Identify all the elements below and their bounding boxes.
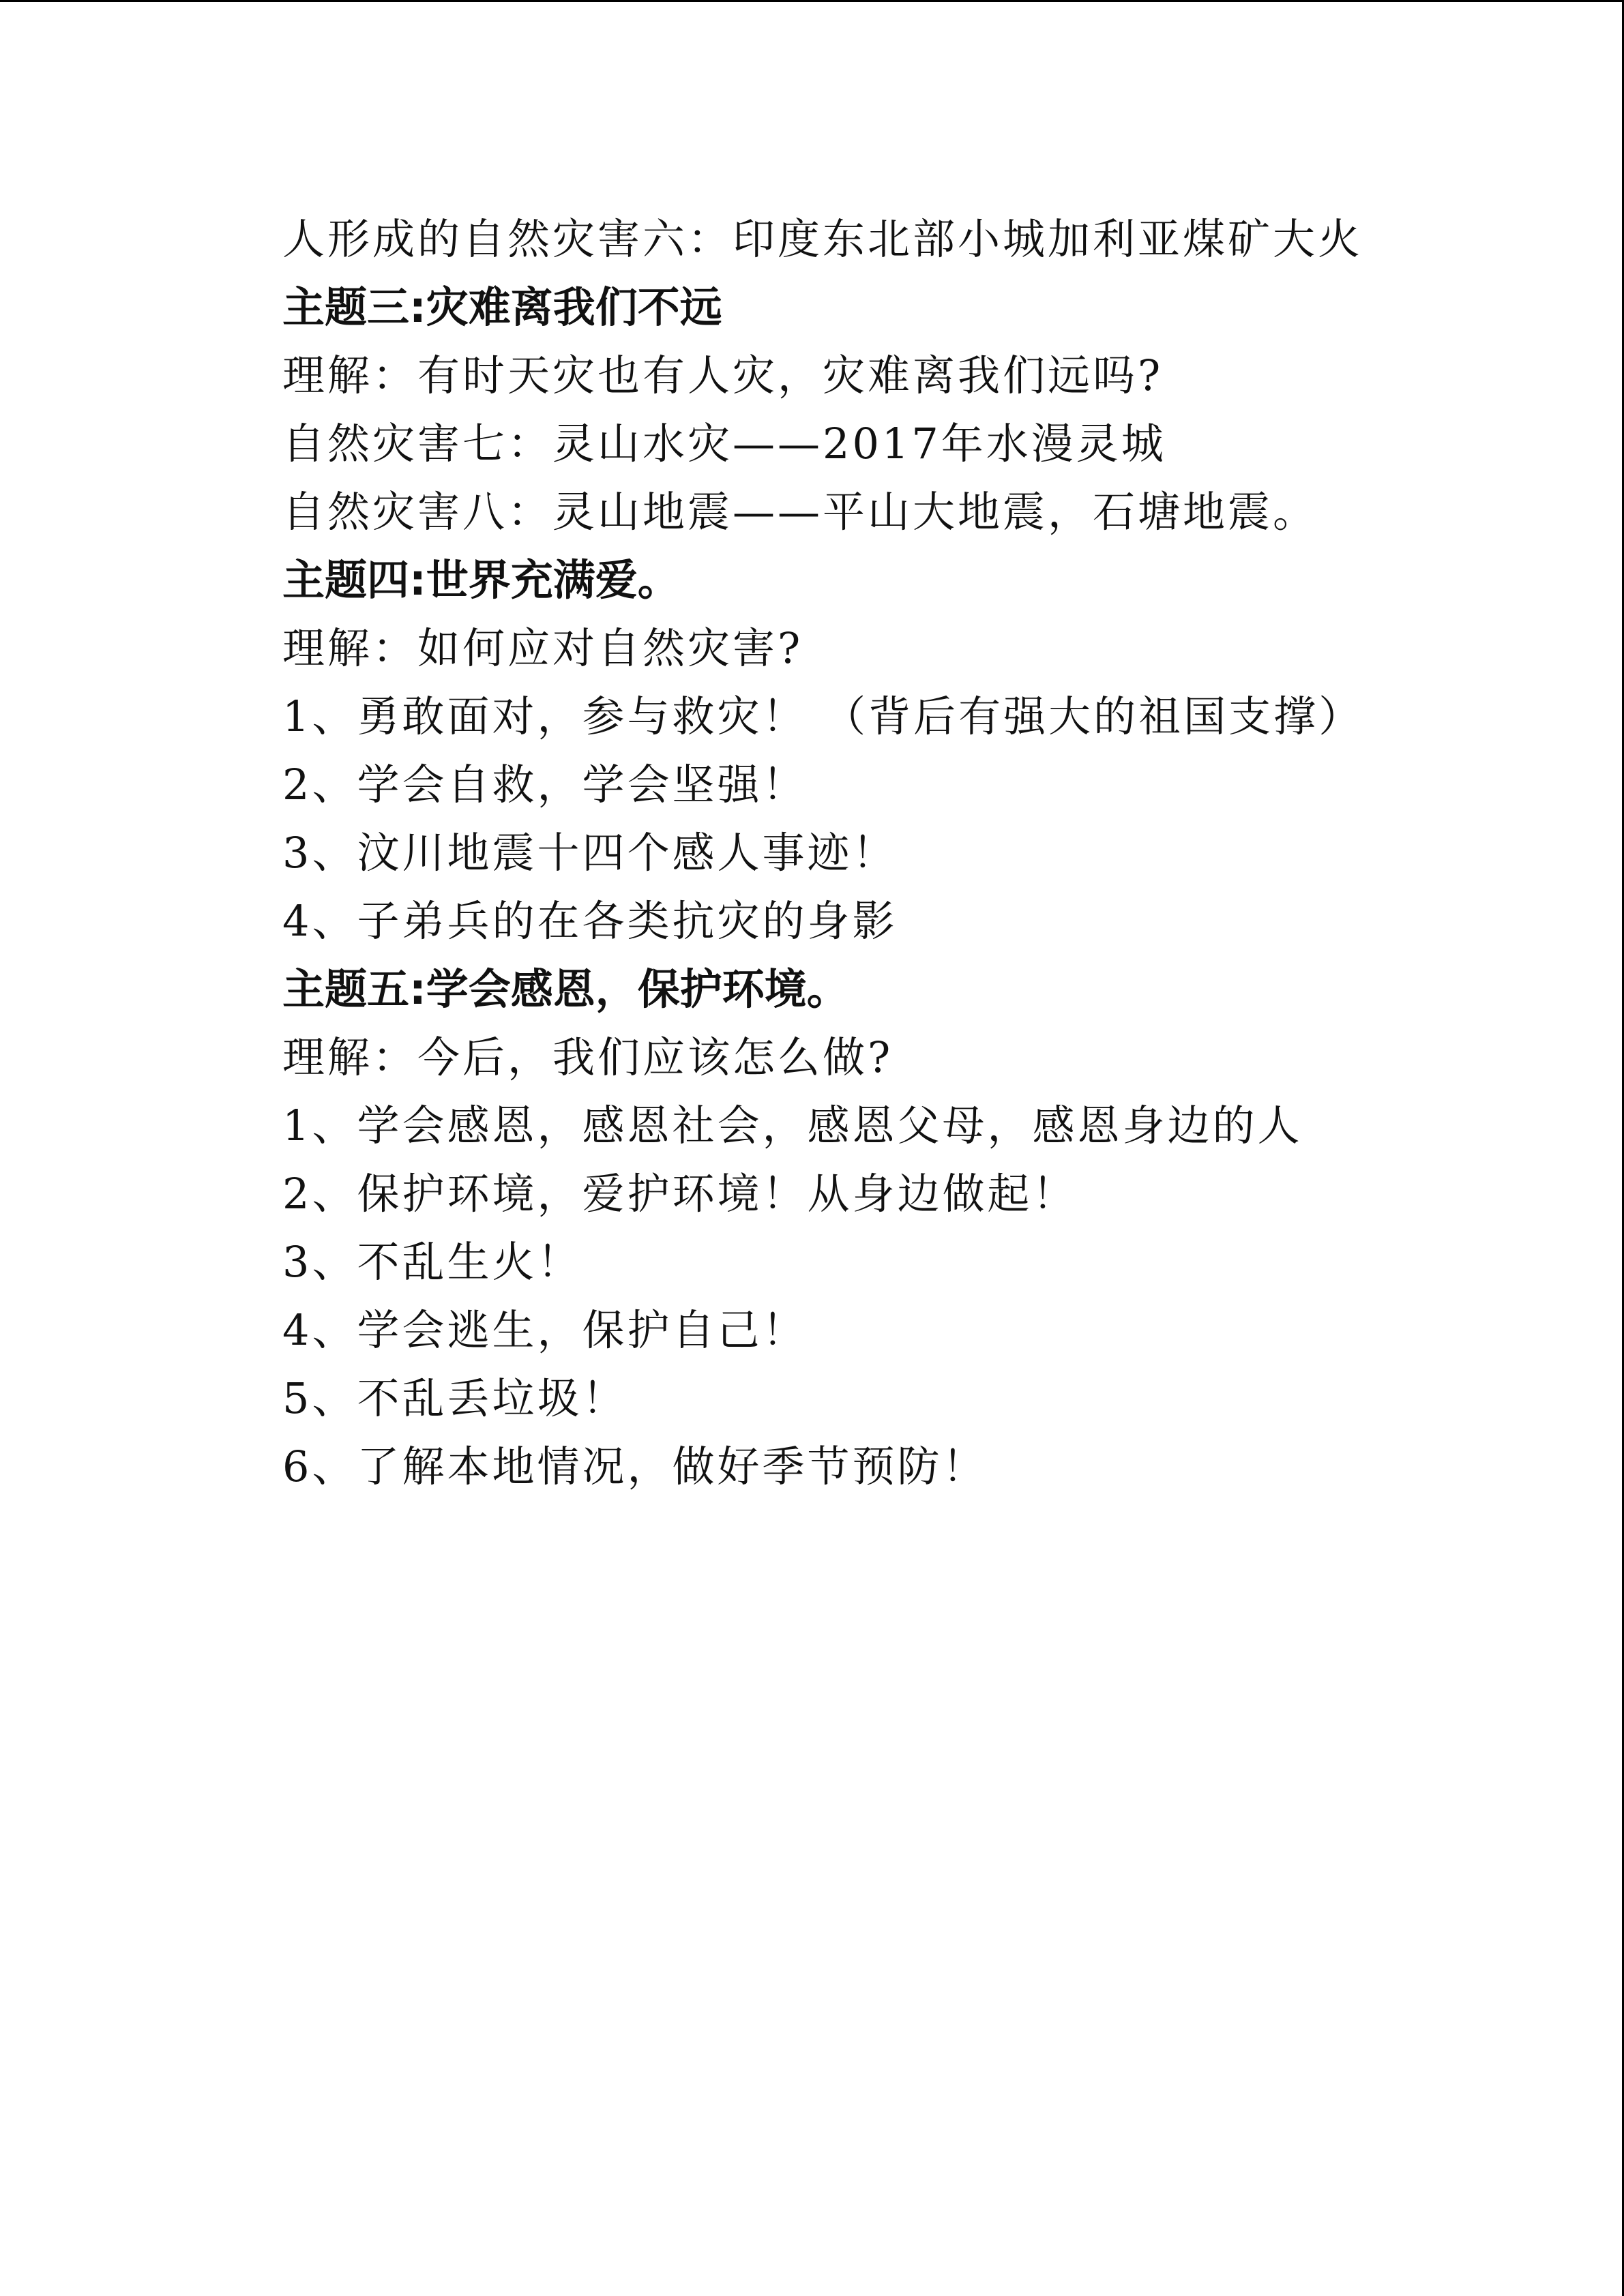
- list-item: 6、了解本地情况，做好季节预防！: [282, 1442, 988, 1491]
- list-item: 2、学会自救，学会坚强！: [282, 760, 808, 809]
- list-item: 2、保护环境，爱护环境！从身边做起！: [282, 1169, 1078, 1219]
- document-body: [282, 205, 1364, 1501]
- paragraph-line: 自然灾害八：灵山地震——平山大地震，石塘地震。: [282, 487, 1318, 537]
- list-item: 4、学会逃生，保护自己！: [282, 1305, 808, 1355]
- paragraph-line: 理解：有时天灾也有人灾，灾难离我们远吗?: [282, 351, 1164, 400]
- list-item: 1、学会感恩，感恩社会，感恩父母，感恩身边的人: [282, 1101, 1303, 1150]
- list-item: 3、不乱生火！: [282, 1237, 582, 1287]
- paragraph-line: 自然灾害七：灵山水灾——2017年水漫灵城: [282, 419, 1166, 468]
- list-item: 4、子弟兵的在各类抗灾的身影: [282, 896, 898, 946]
- section-heading: 主题四:世界充满爱。: [282, 555, 680, 605]
- list-item: 5、不乱丢垃圾！: [282, 1373, 628, 1423]
- paragraph-line: 理解：今后，我们应该怎么做?: [282, 1032, 894, 1082]
- paragraph-line: 人形成的自然灾害六：印度东北部小城加利亚煤矿大火: [282, 214, 1363, 264]
- section-heading: 主题五:学会感恩，保护环境。: [282, 964, 849, 1014]
- list-item: 3、汶川地震十四个感人事迹！: [282, 828, 898, 878]
- paragraph-line: 理解：如何应对自然灾害?: [282, 623, 803, 673]
- list-item: 1、勇敢面对，参与救灾！ （背后有强大的祖国支撑）: [282, 691, 1364, 741]
- section-heading: 主题三:灾难离我们不远: [282, 282, 722, 332]
